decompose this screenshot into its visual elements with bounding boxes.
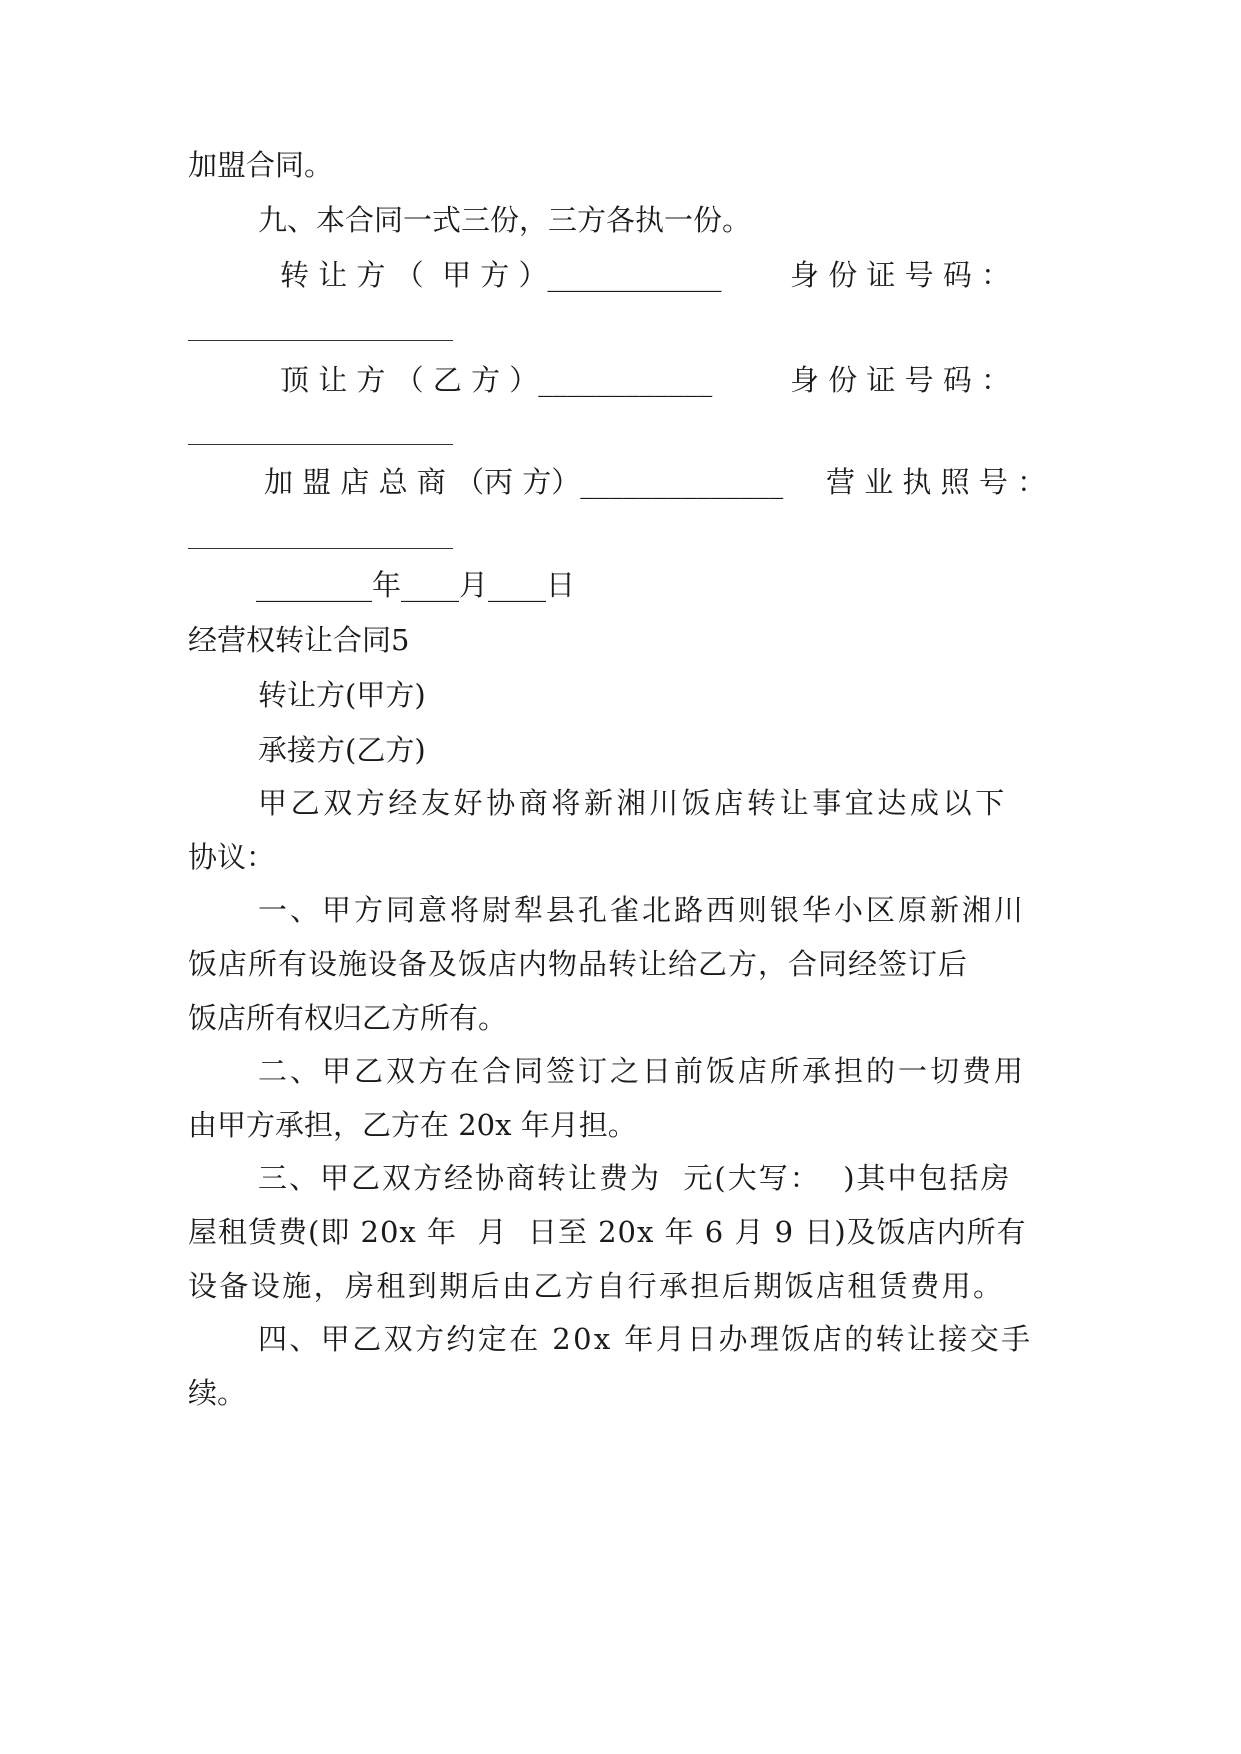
paragraph-line: 屋租赁费(即 20x 年 月 日至 20x 年 6 月 9 日)及饭店内所有: [188, 1215, 1027, 1249]
paragraph-line: 饭店所有设施设备及饭店内物品转让给乙方，合同经签订后: [188, 947, 969, 981]
blank-field-line: [188, 340, 453, 341]
business-license-label: 营 业 执 照 号 ：: [826, 465, 1047, 499]
party-a-label: 转让方(甲方): [258, 678, 426, 712]
section-title: 经营权转让合同5: [188, 623, 410, 657]
signature-label-assignee: 顶 让 方 （ 乙 方 ）____________: [280, 363, 713, 397]
date-line: ________年____月____日: [256, 568, 576, 602]
blank-field-line: [188, 444, 453, 445]
paragraph-line: 饭店所有权归乙方所有。: [188, 1001, 508, 1035]
paragraph-line: 四、甲乙双方约定在 20x 年月日办理饭店的转让接交手: [258, 1322, 1033, 1356]
paragraph-line: 设备设施，房租到期后由乙方自行承担后期饭店租赁费用。: [188, 1269, 1005, 1303]
blank-field-line: [188, 548, 453, 549]
party-b-label: 承接方(乙方): [258, 733, 426, 767]
text-line: 加盟合同。: [188, 148, 334, 182]
paragraph-line: 二、甲乙双方在合同签订之日前饭店所承担的一切费用: [258, 1054, 1027, 1088]
paragraph-line: 续。: [188, 1376, 247, 1410]
id-number-label: 身 份 证 号 码 ：: [790, 363, 1011, 397]
paragraph-line: 甲乙双方经友好协商将新湘川饭店转让事宜达成以下: [258, 786, 1008, 820]
paragraph-line: 一、甲方同意将尉犁县孔雀北路西则银华小区原新湘川: [258, 893, 1027, 927]
text-line: 九、本合同一式三份，三方各执一份。: [258, 203, 752, 237]
signature-label-franchisor: 加 盟 店 总 商 （丙 方）______________: [264, 465, 784, 499]
paragraph-line: 协议：: [188, 840, 276, 874]
id-number-label: 身 份 证 号 码 ：: [790, 258, 1011, 292]
paragraph-line: 三、甲乙双方经协商转让费为 元(大写： )其中包括房: [258, 1161, 1012, 1195]
signature-label-transferor: 转 让 方 （ 甲 方 ）____________: [280, 258, 722, 292]
paragraph-line: 由甲方承担，乙方在 20x 年月担。: [188, 1108, 637, 1142]
